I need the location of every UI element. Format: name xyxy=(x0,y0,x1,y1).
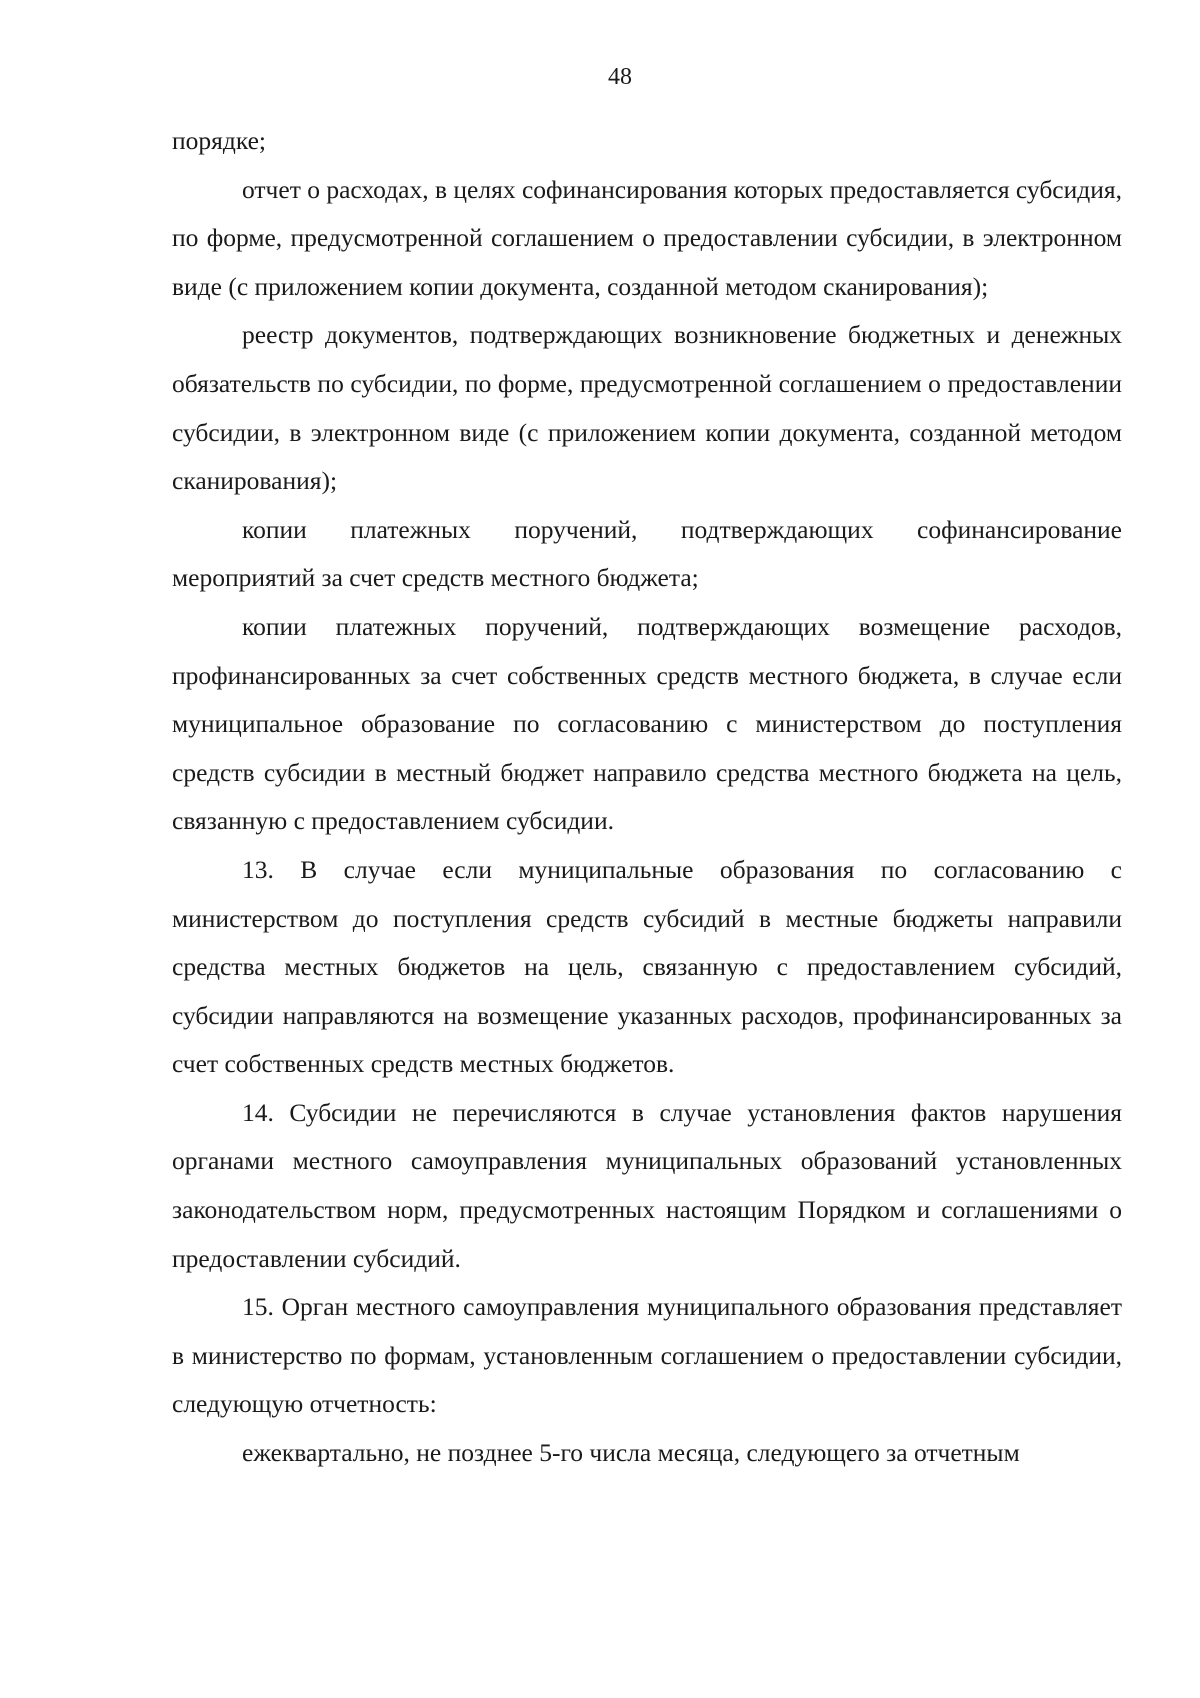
page-number: 48 xyxy=(608,64,632,90)
paragraph-item-14: 14. Субсидии не перечисляются в случае установления фактов нарушения органами местного самоуправления муниципальных образований установленных законодательством норм, предусмотренных настоящим Порядком и соглашениями о предоставлении субсидий. xyxy=(172,1097,1122,1273)
paragraph-expense-report: отчет о расходах, в целях софинансирования которых предоставляется субсидия, по форме, предусмотренной соглашением о предоставлении субсидии, в электронном виде (с приложением копии документа, созданной методом сканирования); xyxy=(172,174,1122,301)
paragraph-payment-orders-cofinancing: копии платежных поручений, подтверждающих софинансирование мероприятий за счет средств местного бюджета; xyxy=(172,514,1122,593)
paragraph-continuation: порядке; xyxy=(172,126,267,155)
body-text xyxy=(172,117,1122,1478)
paragraph-item-15: 15. Орган местного самоуправления муниципального образования представляет в министерство по формам, установленным соглашением о предоставлении субсидии, следующую отчетность: xyxy=(172,1292,1122,1419)
paragraph-payment-orders-reimbursement: копии платежных поручений, подтверждающих возмещение расходов, профинансированных за счет собственных средств местного бюджета, в случае если муниципальное образование по согласованию с министерством до поступления средств субсидии в местный бюджет направило средства местного бюджета на цель, связанную с предоставлением субсидии. xyxy=(172,611,1122,836)
paragraph-item-13: 13. В случае если муниципальные образования по согласованию с министерством до поступления средств субсидий в местные бюджеты направили средства местных бюджетов на цель, связанную с предоставлением субсидий, субсидии направляются на возмещение указанных расходов, профинансированных за счет собственных средств местных бюджетов. xyxy=(172,854,1122,1079)
paragraph-document-registry: реестр документов, подтверждающих возникновение бюджетных и денежных обязательств по субсидии, по форме, предусмотренной соглашением о предоставлении субсидии, в электронном виде (с приложением копии документа, созданной методом сканирования); xyxy=(172,320,1122,496)
paragraph-quarterly: ежеквартально, не позднее 5-го числа месяца, следующего за отчетным xyxy=(242,1438,1020,1468)
